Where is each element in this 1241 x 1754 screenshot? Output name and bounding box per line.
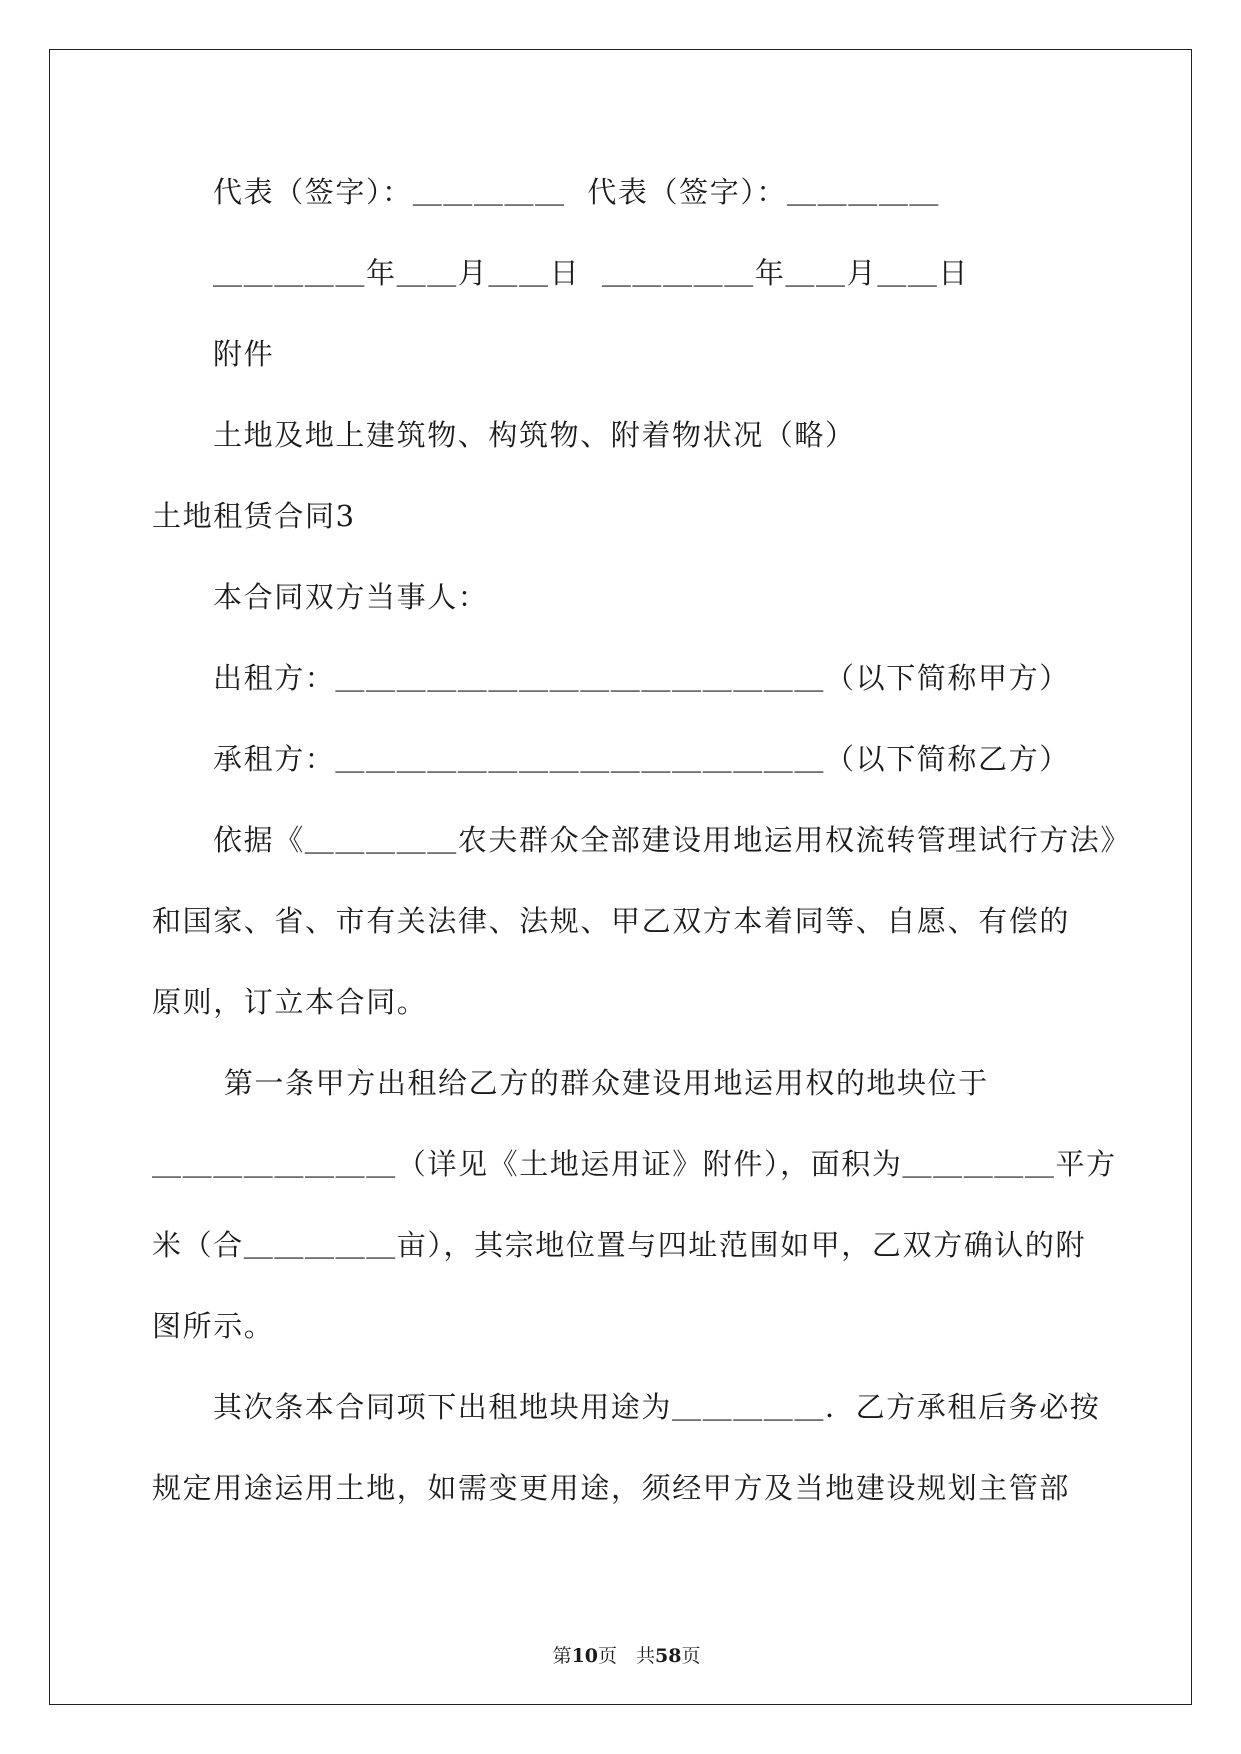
footer-suffix: 页 [681, 1645, 701, 1667]
article-1-line-2: ＿＿＿＿＿＿＿＿（详见《土地运用证》附件），面积为＿＿＿＿＿平方 [152, 1147, 1117, 1181]
footer-prefix: 第 [552, 1645, 572, 1667]
parties-intro: 本合同双方当事人： [213, 580, 489, 614]
article-2-line-2: 规定用途运用土地，如需变更用途，须经甲方及当地建设规划主管部 [152, 1471, 1071, 1505]
contract-title: 土地租赁合同3 [152, 499, 356, 533]
article-1-line-4: 图所示。 [152, 1309, 275, 1343]
attachment-heading: 附件 [213, 337, 275, 371]
article-1-line-1: 第一条甲方出租给乙方的群众建设用地运用权的地块位于 [213, 1066, 989, 1100]
basis-paragraph-line-1: 依据《＿＿＿＿＿农夫群众全部建设用地运用权流转管理试行方法》 [213, 823, 1132, 857]
lessor-line: 出租方：＿＿＿＿＿＿＿＿＿＿＿＿＿＿＿＿（以下简称甲方） [213, 661, 1070, 695]
date-line: ＿＿＿＿＿年＿＿月＿＿日 ＿＿＿＿＿年＿＿月＿＿日 [213, 256, 970, 290]
attachment-description: 土地及地上建筑物、构筑物、附着物状况（略） [213, 418, 856, 452]
signature-line: 代表（签字）：＿＿＿＿＿ 代表（签字）：＿＿＿＿＿ [213, 175, 941, 209]
basis-paragraph-line-2: 和国家、省、市有关法律、法规、甲乙双方本着同等、自愿、有偿的 [152, 904, 1071, 938]
basis-paragraph-line-3: 原则，订立本合同。 [152, 985, 428, 1019]
page-number: 10 [571, 1645, 599, 1667]
footer-mid: 页 共 [598, 1645, 656, 1667]
page-total: 58 [655, 1645, 682, 1667]
page-footer [0, 1617, 1241, 1669]
lessee-line: 承租方：＿＿＿＿＿＿＿＿＿＿＿＿＿＿＿＿（以下简称乙方） [213, 742, 1070, 776]
page-border [49, 49, 1192, 1705]
article-1-line-3: 米（合＿＿＿＿＿亩），其宗地位置与四址范围如甲，乙双方确认的附 [152, 1228, 1087, 1262]
article-2-line-1: 其次条本合同项下出租地块用途为＿＿＿＿＿．乙方承租后务必按 [213, 1390, 1101, 1424]
